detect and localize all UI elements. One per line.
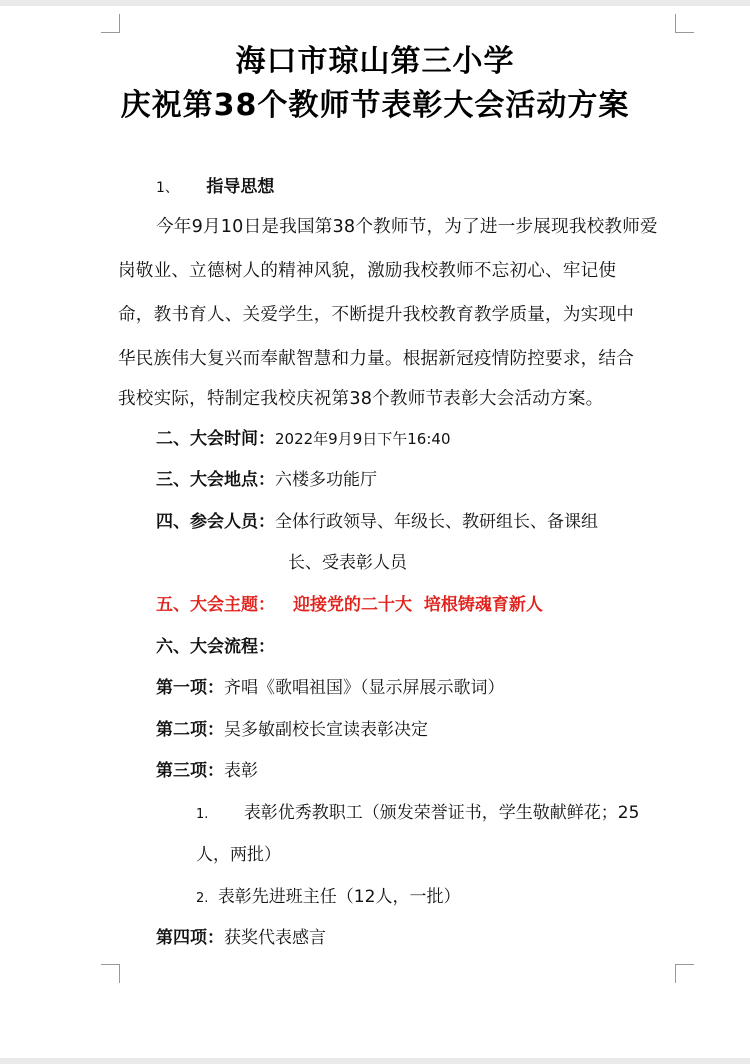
paragraph-line-4: 华民族伟大复兴而奉献智慧和力量。根据新冠疫情防控要求，结合 [118, 349, 635, 369]
step-3-label: 第三项： [156, 761, 224, 781]
section-1-title: 指导思想 [206, 177, 275, 197]
step-1-label: 第一项： [156, 678, 224, 698]
sub-item-2-number: 2. [196, 891, 209, 906]
section-5-value: 迎接党的二十大 培根铸魂育新人 [293, 595, 543, 615]
paragraph-line-1: 今年9月10日是我国第38个教师节，为了进一步展现我校教师爱 [156, 217, 658, 237]
section-5-label: 五、大会主题： [156, 595, 275, 615]
section-4-value-line-1: 全体行政领导、年级长、教研组长、备课组 [275, 512, 598, 532]
sub-item-1 [196, 798, 639, 823]
paragraph-line-5: 我校实际，特制定我校庆祝第38个教师节表彰大会活动方案。 [118, 389, 604, 409]
section-2-label: 二、大会时间： [156, 429, 275, 449]
corner-mark-top-right [675, 14, 694, 33]
section-1-number: 1、 [156, 180, 179, 196]
sub-item-1-line-2: 人，两批） [196, 845, 281, 865]
section-4-label: 四、参会人员： [156, 512, 275, 532]
sub-item-2-text: 表彰先进班主任（12人，一批） [217, 887, 461, 907]
step-4-label: 第四项： [156, 928, 224, 948]
corner-mark-bottom-left [101, 964, 120, 983]
corner-mark-top-left [101, 14, 120, 33]
section-2-meeting-time [156, 424, 451, 449]
step-4-value: 获奖代表感言 [224, 928, 326, 948]
agenda-step-4 [156, 923, 326, 948]
document-title-school: 海口市琼山第三小学 [235, 44, 515, 79]
step-1-value: 齐唱《歌唱祖国》（显示屏展示歌词） [224, 678, 505, 698]
section-6-agenda: 六、大会流程： [156, 637, 275, 657]
step-3-value: 表彰 [224, 761, 258, 781]
document-title-plan: 庆祝第38个教师节表彰大会活动方案 [120, 88, 630, 123]
section-3-value: 六楼多功能厅 [275, 470, 377, 490]
step-2-value: 吴多敏副校长宣读表彰决定 [224, 720, 428, 740]
section-1-heading [156, 172, 274, 197]
section-5-theme [156, 590, 543, 615]
paragraph-line-3: 命，教书育人、关爱学生，不断提升我校教育教学质量，为实现中 [118, 305, 635, 325]
paragraph-line-2: 岗敬业、立德树人的精神风貌，激励我校教师不忘初心、牢记使 [118, 261, 617, 281]
sub-item-1-text: 表彰优秀教职工（颁发荣誉证书，学生敬献鲜花；25 [243, 803, 640, 823]
agenda-step-1 [156, 673, 505, 698]
section-4-attendees [156, 507, 598, 532]
section-2-value: 2022年9月9日下午16:40 [275, 430, 451, 448]
sub-item-2 [196, 882, 460, 907]
section-4-value-line-2: 长、受表彰人员 [288, 553, 407, 573]
document-page [0, 6, 750, 1058]
agenda-step-2 [156, 715, 428, 740]
sub-item-1-number: 1. [196, 807, 209, 822]
corner-mark-bottom-right [675, 964, 694, 983]
section-3-meeting-place [156, 465, 377, 490]
step-2-label: 第二项： [156, 720, 224, 740]
section-3-label: 三、大会地点： [156, 470, 275, 490]
agenda-step-3 [156, 756, 258, 781]
